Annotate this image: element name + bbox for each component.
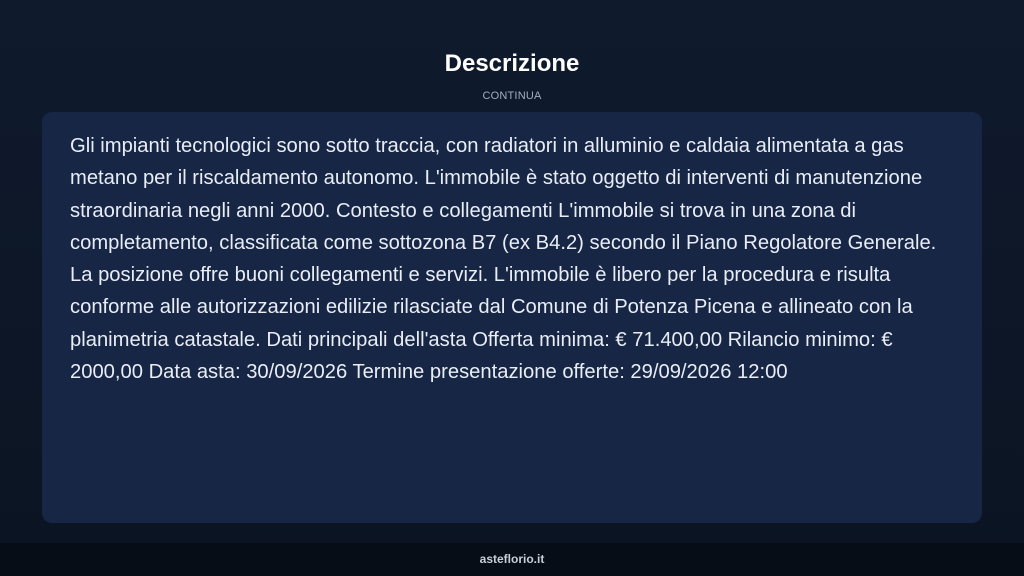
description-card (42, 112, 982, 523)
description-text: Gli impianti tecnologici sono sotto traccia, con radiatori in alluminio e caldaia alimentata a gas metano per il riscaldamento autonomo. L'immobile è stato oggetto di interventi di manutenzione straordinaria negli anni 2000. Contesto e collegamenti L'immobile si trova in una zona di completamento, classificata come sottozona B7 (ex B4.2) secondo il Piano Regolatore Generale. La posizione offre buoni collegamenti e servizi. L'immobile è libero per la procedura e risulta conforme alle autorizzazioni edilizie rilasciate dal Comune di Potenza Picena e allineato con la planimetria catastale. Dati principali dell'asta Offerta minima: € 71.400,00 Rilancio minimo: € 2000,00 Data asta: 30/09/2026 Termine presentazione offerte: 29/09/2026 12:00 (70, 135, 937, 384)
footer-bar (0, 543, 1024, 576)
header (0, 50, 1024, 103)
page-title: Descrizione (444, 50, 580, 77)
page-subtitle: CONTINUA (482, 90, 542, 102)
footer-site-name: asteflorio.it (479, 552, 545, 566)
